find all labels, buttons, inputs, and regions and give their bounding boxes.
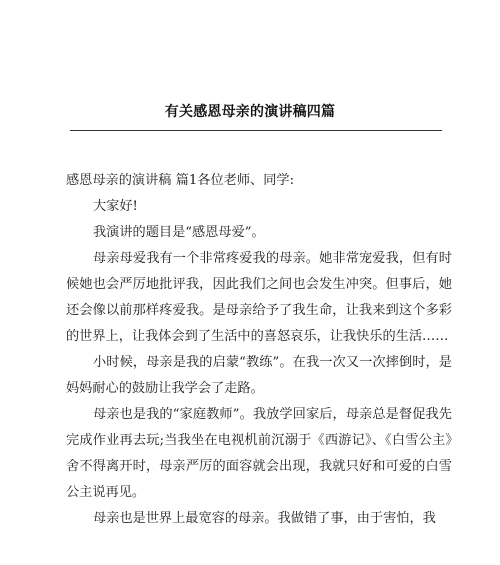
body-paragraph: 母亲母爱我有一个非常疼爱我的母亲。她非常宠爱我，但有时候她也会严厉地批评我，因此我们之间也会发生冲突。但事后，她还会像以前那样疼爱我。是母亲给予了我生命，让我来到这个多彩的世界上，让我体会到了生活中的喜怒哀乐，让我快乐的生活…… [66, 251, 452, 344]
body-paragraph: 母亲也是世界上最宽容的母亲。我做错了事，由于害怕，我 [93, 511, 436, 526]
document-body [66, 168, 452, 532]
body-paragraph: 大家好! [93, 199, 138, 214]
body-paragraph: 母亲也是我的“家庭教师”。我放学回家后，母亲总是督促我先完成作业再去玩;当我坐在电视机前沉溺于《西游记》、《白雪公主》舍不得离开时，母亲严厉的面容就会出现，我就只好和可爱的白雪公主说再见。 [66, 407, 452, 500]
body-paragraph: 小时候，母亲是我的启蒙“教练”。在我一次又一次摔倒时，是妈妈耐心的鼓励让我学会了走路。 [66, 355, 452, 396]
title-divider [70, 130, 442, 131]
body-paragraph: 感恩母亲的演讲稿 篇1各位老师、同学: [66, 173, 295, 188]
document-title: 有关感恩母亲的演讲稿四篇 [164, 104, 336, 120]
body-paragraph: 我演讲的题目是“感恩母爱”。 [93, 225, 265, 240]
bottom-fade [0, 543, 500, 565]
